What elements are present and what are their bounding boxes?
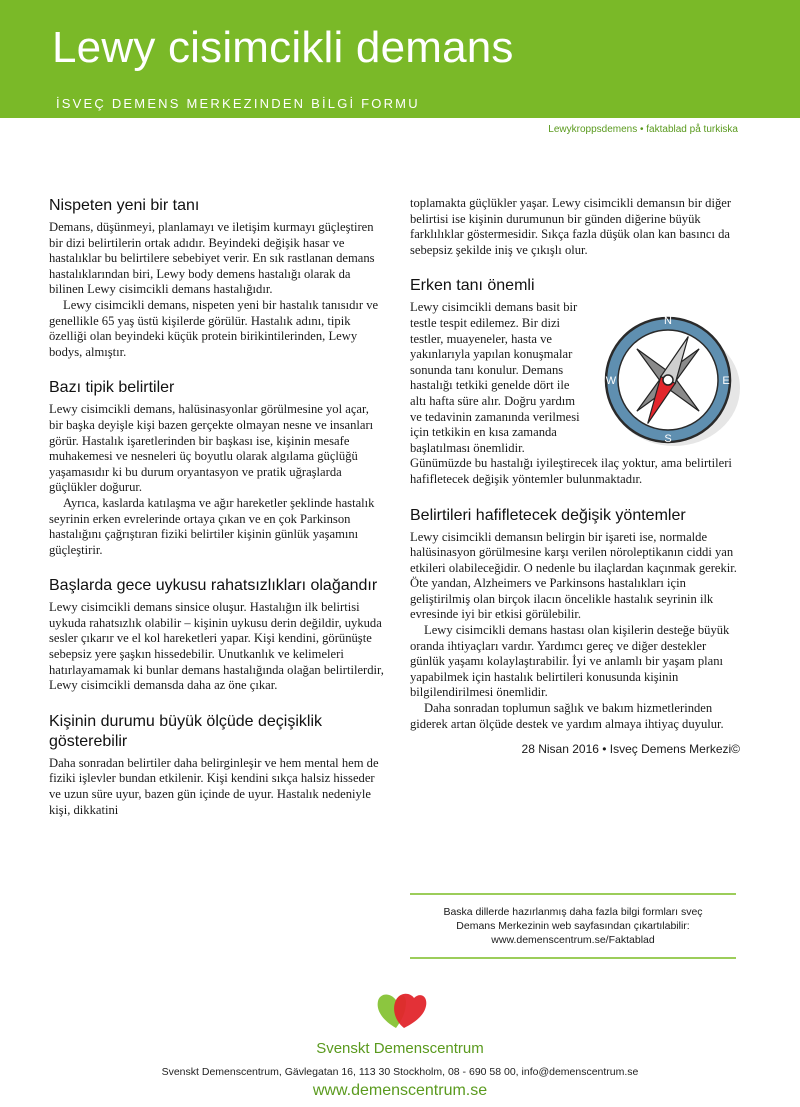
paragraph: Demans, düşünmeyi, planlamayı ve iletişim kurmayı güçleştiren bir dizi belirtilerin ortak adıdır. Beyindeki değişik hasar ve hastalıklar bu belirtilere sebebiyet verir. En sık rastlanan demans hastalıklarından biri, Lewy body demens hastalığı olarak da bilinen Lewy cisimcikli demans hastalığıdır. [49, 220, 375, 297]
paragraph: Ayrıca, kaslarda katılaşma ve ağır hareketler şeklinde hastalık seyrinin erken evrelerinde ortaya çıkan ve en çok Parkinson hastalığını çağrıştıran fiziki belirtiler kişinin günlük yaşamını güçleştirir. [49, 495, 375, 557]
header-banner [0, 0, 800, 118]
info-line: Demans Merkezinin web sayfasından çıkartılabilir: [456, 920, 690, 932]
left-column [49, 196, 385, 818]
section-heading: Nispeten yeni bir tanı [49, 197, 200, 214]
organization-address: Svenskt Demenscentrum, Gävlegatan 16, 113 30 Stockholm, 08 - 690 58 00, info@demenscentrum.se [161, 1066, 639, 1078]
info-link[interactable]: www.demenscentrum.se/Faktablad [491, 934, 655, 946]
website-link[interactable]: www.demenscentrum.se [312, 1082, 488, 1099]
section-heading: Kişinin durumu büyük ölçüde deçişiklik gösterebilir [49, 712, 323, 750]
heart-logo-icon [374, 990, 428, 1030]
svg-text:E: E [722, 375, 730, 388]
page-subtitle: İSVEÇ DEMENS MERKEZINDEN BİLGİ FORMU [56, 96, 420, 111]
paragraph: Lewy cisimcikli demans, halüsinasyonlar görülmesine yol açar, bir başka deyişle kişi bazen gerçekte olmayan nesne ve insanları görür. Hastalık işaretlerinden bir başkası ise, kişinin mesafe muhakemesi ve nesneleri üç boyutlu olarak algılama güçlüğü yaşamasıdır ki bu durum oryantasyon ve pratik uğraşlarda güçlükler doğurur. [49, 402, 374, 495]
svg-text:S: S [664, 433, 672, 446]
svg-text:N: N [664, 315, 672, 328]
section-heading: Başlarda gece uykusu rahatsızlıkları olağandır [49, 577, 378, 595]
language-tagline: Lewykroppsdemens • faktablad på turkiska [548, 124, 738, 135]
svg-text:W: W [605, 375, 617, 388]
compass-icon [590, 304, 750, 454]
page-title: Lewy cisimcikli demans [52, 23, 514, 72]
paragraph: toplamakta güçlükler yaşar. Lewy cisimcikli demansın bir diğer belirtisi ise kişinin durumunun bir günden diğerine büyük farklılıklar göstermesidir. Sıkça fazla düşük olan kan basıncı da sebepsiz şekilde iniş ve çıkışlı olur. [410, 196, 732, 257]
paragraph: Lewy cisimcikli demans, nispeten yeni bir hastalık tanısıdır ve genellikle 65 yaş üstü kişilerde görülür. Hastalık adını, tipik özelliği olan beyindeki küçük protein birikintilerinden, Lewy bodys, almıştır. [49, 297, 379, 359]
paragraph: Daha sonradan belirtiler daha belirginleşir ve hem mental hem de fiziki işlevler bundan etkilenir. Kişi kendini sıkça halsiz hisseder ve uzun süre uyur, bazen gün içinde de uyur. Hastalık nedeniyle kişi, dikkatini [49, 755, 379, 817]
section-heading: Belirtileri hafifletecek değişik yöntemler [410, 506, 686, 524]
section-heading: Bazı tipik belirtiler [49, 379, 175, 397]
paragraph: Lewy cisimcikli demans hastası olan kişilerin desteğe büyük oranda ihtiyaçları vardır. Yardımcı gereç ve diğer destekler günlük yaşamı kolaylaştırabilir. İyi ve anlamlı bir yaşam planı yapabilmek için hastalık belirtileri konusunda kişinin bilgilendirilmesi önemlidir. [410, 623, 730, 700]
more-info-box [410, 893, 736, 959]
paragraph: Lewy cisimcikli demans sinsice oluşur. Hastalığın ilk belirtisi uykuda rahatsızlık olabilir – kişinin uykusu derin değildir, uykuda sesler çıkarır ve el kol hareketleri yapar. Kişi kendini, görünüşte sebepsiz yere şaşkın hissedebilir. Unutkanlık ve kelimeleri hatırlayamamak ki bunlar demans hastalığında olağan belirtilerdir, Lewy cisimcikli demansda daha az öne çıkar. [49, 600, 384, 693]
organization-name: Svenskt Demenscentrum [316, 1040, 484, 1057]
paragraph: Lewy cisimcikli demans basit bir testle tespit edilemez. Bir dizi testler, muayeneler, hasta ve yakınlarıyla yapılan konuşmalar sonunda tanı konulur. Demans hastalığı tetkiki genelde dört ile altı hafta süre alır. Doğru yardım ve tedavinin zamanında verilmesi için tetkikin en kısa zamanda başlatılması önemlidir. Günümüzde bu hastalığı iyileştirecek ilaç yoktur, ama belirtileri hafifletecek değişik yöntemler bulunmaktadır. [410, 300, 732, 486]
section-heading: Erken tanı önemli [410, 277, 535, 295]
paragraph: Daha sonradan toplumun sağlık ve bakım hizmetlerinden giderek artan ölçüde destek ve yardım almaya ihtiyaç duyulur. [410, 701, 724, 731]
info-line: Baska dillerde hazırlanmış daha fazla bilgi formları sveç [443, 906, 703, 918]
right-column [410, 196, 740, 758]
publication-date: 28 Nisan 2016 • Isveç Demens Merkezi© [521, 742, 740, 757]
paragraph: Lewy cisimcikli demansın belirgin bir işareti ise, normalde halüsinasyon görülmesine karşı verilen nöroleptikanın ciddi yan etkileri olabileceğidir. O nedenle bu ilaçlardan kaçınmak gerekir. Öte yandan, Alzheimers ve Parkinsons hastalıkları için geliştirilmiş olan birçok ilacın öncelikle hastalık seyrinin ilk evresinde iyi bir etkisi görülebilir. [410, 529, 737, 622]
